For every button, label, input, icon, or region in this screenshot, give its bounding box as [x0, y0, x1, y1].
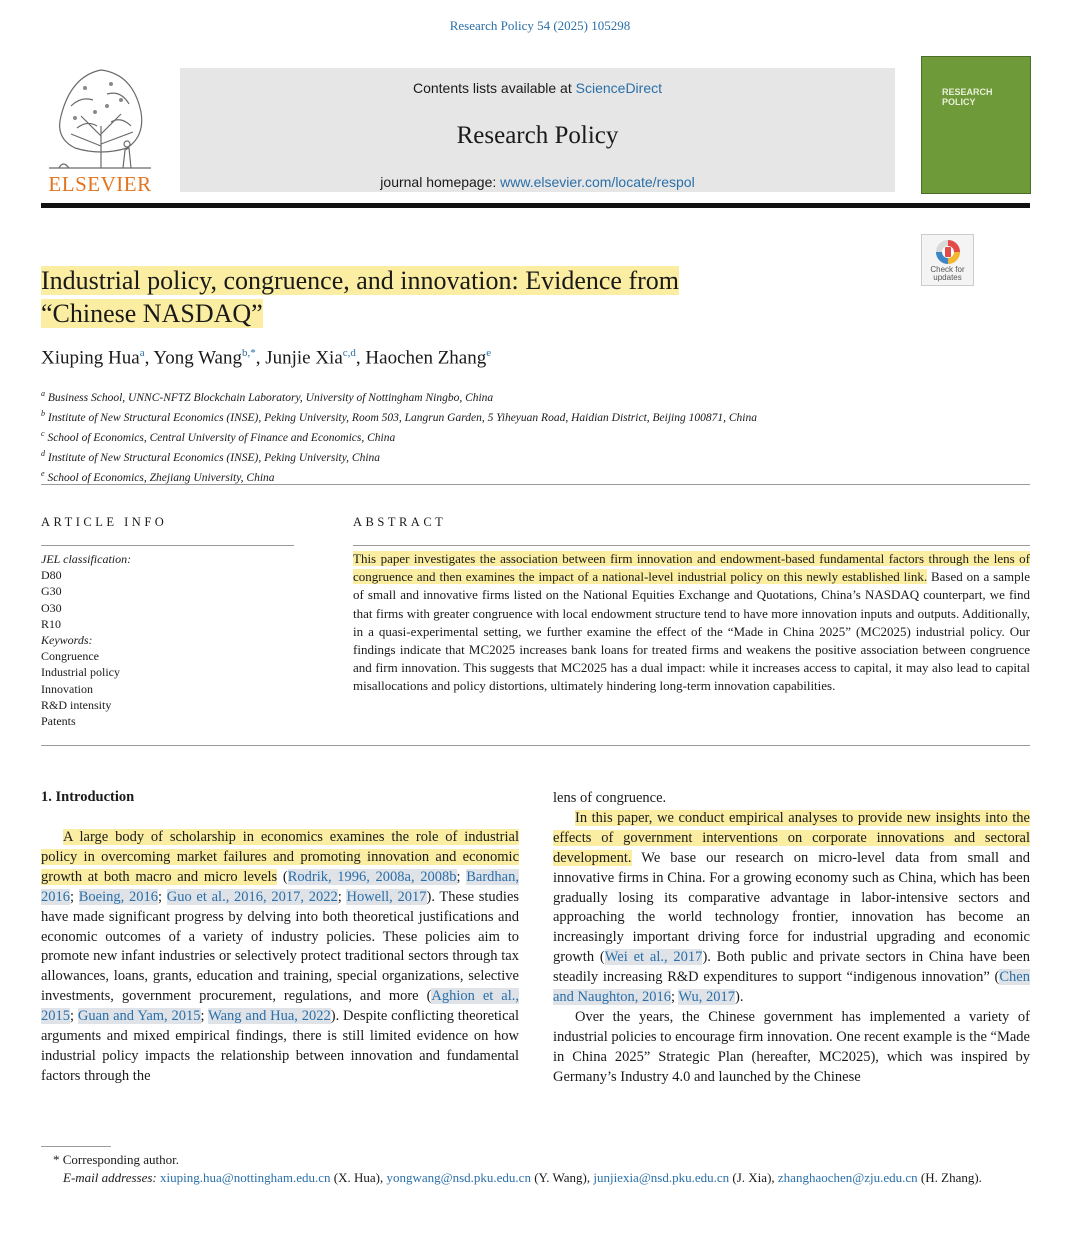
highlight: A large body of scholarship in economics examines the role of industrial policy in overcoming market failures and promoting innovation and economic growth at both macro and micro levels [41, 829, 519, 885]
homepage-line [180, 174, 895, 190]
header-divider [41, 203, 1030, 208]
article-info [41, 551, 131, 729]
citation-link[interactable]: Wei et al., 2017 [604, 949, 703, 966]
jel-code: R10 [41, 616, 62, 631]
abstract-text [353, 550, 1030, 696]
citation-link[interactable]: Boeing, 2016 [78, 888, 158, 905]
contents-prefix: Contents lists available at [412, 80, 572, 96]
email-note: E-mail addresses: xiuping.hua@nottingham.edu.cn (X. Hua), yongwang@nsd.pku.edu.cn (Y. Wang), junjiexia@nsd.pku.edu.cn (J. Xia), zhanghaochen@zju.edu.cn (H. Zhang). [63, 1170, 982, 1185]
article-info-heading: ARTICLE INFO [41, 515, 168, 529]
divider [41, 484, 1030, 485]
author-sup[interactable]: a [139, 347, 145, 359]
corresponding-note: * Corresponding author. [53, 1152, 180, 1167]
check-updates-label: Check for updates [930, 265, 965, 282]
contents-line [180, 80, 895, 96]
jel-code: D80 [41, 568, 62, 583]
jel-label: JEL classification: [41, 552, 132, 566]
keyword: Patents [41, 714, 76, 729]
citation-link[interactable]: Rodrik, 1996, 2008a, 2008b [287, 868, 457, 885]
paragraph: In this paper, we conduct empirical analyses to provide new insights into the effects of government interventions on corporate innovations and sectoral development. We base our research on micro-level data from small and innovative firms in China. For a growing economy such as China, which has been gradually losing its comparative advantage in labor-intensive sectors and approaching the world technology frontier, innovation has become an increasingly important driving force for industrial upgrading and economic growth (Wei et al., 2017). Both public and private sectors in China have been steadily increasing R&D expenditures to support “indigenous innovation” (Chen and Naughton, 2016; Wu, 2017). [553, 809, 1030, 1006]
citation-link[interactable]: Wu, 2017 [678, 989, 736, 1006]
divider [353, 545, 1030, 546]
author-name[interactable]: Xiuping Hua [41, 347, 140, 369]
citation-link[interactable]: Wang and Hua, 2022 [208, 1008, 331, 1025]
author-sup[interactable]: b,* [241, 347, 256, 359]
homepage-prefix: journal homepage: [380, 174, 497, 190]
footnotes [41, 1151, 1030, 1187]
email-link[interactable]: yongwang@nsd.pku.edu.cn [386, 1170, 531, 1185]
jel-code: O30 [41, 600, 62, 615]
footnote-divider [41, 1146, 111, 1147]
keyword: R&D intensity [41, 697, 112, 712]
right-column [553, 789, 1030, 1088]
author-name[interactable]: Haochen Zhang [365, 347, 487, 369]
section-heading: 1. Introduction [41, 789, 135, 805]
check-updates-icon [934, 238, 962, 266]
abstract-highlight: This paper investigates the association between firm innovation and endowment-based fundamental factors through the lens of congruence and then examines the impact of a national-level industrial policy on this newly established link. [353, 551, 1030, 585]
email-link[interactable]: zhanghaochen@zju.edu.cn [777, 1170, 918, 1185]
affiliation: $^b$ Institute of New Structural Economics (INSE), Peking University, Room 503, Langrun Garden, 5 Yiheyuan Road, Haidian District, Beijing 100871, China [41, 409, 757, 424]
abstract-rest: Based on a sample of small and innovative firms listed on the National Equities Exchange and Quotations, China’s NASDAQ counterpart, we find that firms with greater congruence with local endowment structure tend to have more innovation inputs and outputs. Additionally, in a quasi-experimental setting, we further examine the effect of the “Made in China 2025” (MC2025) industrial policy. Our findings indicate that MC2025 increases bank loans for treated firms and weakens the positive association between congruence and firm innovation. This suggests that MC2025 has a dual impact: while it increases access to capital, it may also lead to capital misallocations and policy distortions, ultimately hindering long-term innovation capabilities. [353, 569, 1030, 694]
jel-code: G30 [41, 584, 62, 599]
article-title [41, 264, 801, 330]
citation-link[interactable]: Aghion et al., 2015 [41, 988, 519, 1025]
affiliation: $^a$ Business School, UNNC-NFTZ Blockchain Laboratory, University of Nottingham Ningbo, China [41, 389, 494, 404]
journal-reference[interactable]: Research Policy 54 (2025) 105298 [449, 18, 631, 33]
author-name[interactable]: Yong Wang [153, 347, 242, 369]
check-for-updates-button[interactable] [921, 234, 974, 286]
paragraph: A large body of scholarship in economics examines the role of industrial policy in overcoming market failures and promoting innovation and economic growth at both macro and micro levels (Rodrik, 1996, 2008a, 2008b; Bardhan, 2016; Boeing, 2016; Guo et al., 2016, 2017, 2022; Howell, 2017). These studies have made significant progress by delving into both theoretical justifications and economic outcomes of a variety of industry policies. These policies aim to promote new infant industries or selectively protect traditional sectors through tax allowances, loans, grants, education and training, special organizations, selective investments, government procurement, regulations, and more (Aghion et al., 2015; Guan and Yam, 2015; Wang and Hua, 2022). Despite conflicting theoretical arguments and mixed empirical findings, there is still limited evidence on how industrial policy impacts the relationship between innovation and fundamental factors through the [41, 829, 520, 1084]
author-sup[interactable]: e [486, 347, 492, 359]
journal-banner [180, 68, 895, 192]
paragraph: Over the years, the Chinese government has implemented a variety of industrial policies to encourage firm innovation. One recent example is the “Made in China 2025” Strategic Plan (hereafter, MC2025), which was inspired by Germany’s Industry 4.0 and launched by the Chinese [553, 1008, 1030, 1085]
elsevier-wordmark[interactable]: ELSEVIER [48, 172, 152, 196]
paragraph-continued: lens of congruence. [553, 790, 667, 806]
journal-title: Research Policy [456, 122, 619, 149]
keywords-label: Keywords: [41, 633, 93, 648]
abstract-heading: ABSTRACT [353, 515, 447, 529]
divider [41, 545, 294, 546]
keyword: Industrial policy [41, 665, 120, 680]
citation-link[interactable]: Guo et al., 2016, 2017, 2022 [166, 888, 338, 905]
keyword: Innovation [41, 681, 93, 696]
title-line-2: “Chinese NASDAQ” [41, 299, 263, 328]
citation-link[interactable]: Chen and Naughton, 2016 [553, 969, 1030, 1006]
author-sup[interactable]: c,d [342, 347, 356, 359]
sciencedirect-link[interactable]: ScienceDirect [575, 80, 663, 96]
affiliation: $^c$ School of Economics, Central University of Finance and Economics, China [41, 429, 396, 444]
journal-cover-image[interactable] [921, 56, 1031, 194]
cover-title: RESEARCH POLICY [942, 87, 993, 107]
divider [41, 745, 1030, 746]
affiliations [41, 386, 757, 486]
citation-link[interactable]: Howell, 2017 [346, 888, 427, 905]
author-name[interactable]: Junjie Xia [265, 347, 343, 369]
keyword: Congruence [41, 649, 99, 664]
journal-header [41, 56, 1030, 196]
highlight: In this paper, we conduct empirical analyses to provide new insights into the effects of government interventions on corporate innovations and sectoral development. [553, 809, 1030, 866]
title-line-1: Industrial policy, congruence, and innovation: Evidence from [41, 266, 680, 295]
citation-link[interactable]: Bardhan, 2016 [41, 868, 519, 905]
author-list: Xiuping Hua$^a$, Yong Wang$^{b,*}$, Junjie Xia$^{c,d}$, Haochen Zhang$^e$ [41, 347, 492, 369]
left-column [41, 828, 519, 1087]
citation-link[interactable]: Guan and Yam, 2015 [77, 1008, 201, 1025]
email-link[interactable]: xiuping.hua@nottingham.edu.cn [160, 1170, 331, 1185]
homepage-link[interactable]: www.elsevier.com/locate/respol [500, 174, 695, 190]
affiliation: $^e$ School of Economics, Zhejiang University, China [41, 469, 275, 484]
affiliation: $^d$ Institute of New Structural Economics (INSE), Peking University, China [41, 449, 381, 464]
email-link[interactable]: junjiexia@nsd.pku.edu.cn [593, 1170, 730, 1185]
